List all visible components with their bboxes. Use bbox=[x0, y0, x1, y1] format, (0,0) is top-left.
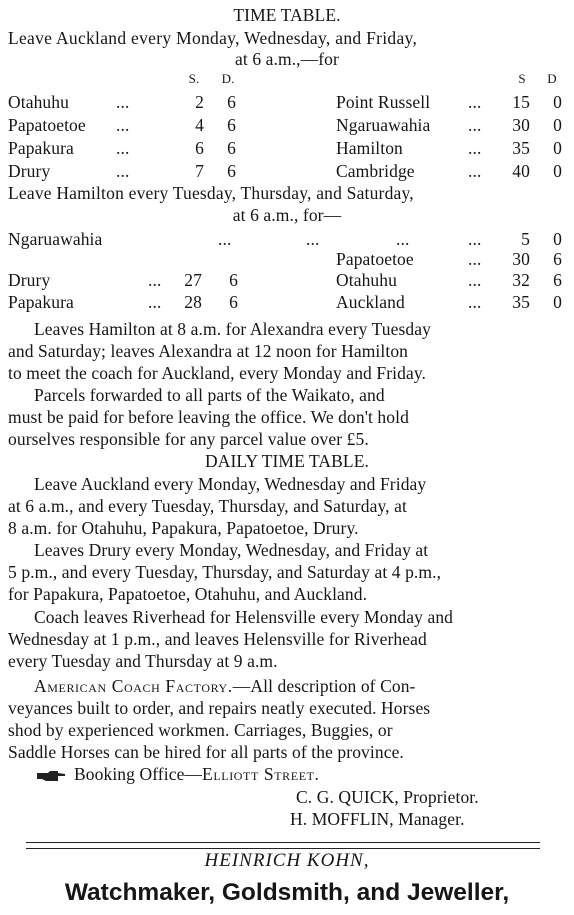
factory-paragraph-line: Saddle Horses can be hired for all parts of the province. bbox=[8, 742, 404, 762]
factory-paragraph-line bbox=[8, 675, 566, 697]
fare-row bbox=[8, 248, 566, 270]
fare-pence: 6 bbox=[227, 92, 236, 112]
fare-place: Drury bbox=[8, 161, 51, 181]
booking-label: Booking Office— bbox=[74, 764, 203, 784]
factory-paragraph-line: shod by experienced workmen. Carriages, Buggies, or bbox=[8, 720, 393, 740]
daily-paragraph-line: every Tuesday and Thursday at 9 a.m. bbox=[8, 651, 278, 671]
alexandra-paragraph-line: to meet the coach for Auckland, every Monday and Friday. bbox=[8, 363, 427, 383]
pence-header-2: D bbox=[547, 71, 557, 86]
daily-timetable-title: DAILY TIME TABLE. bbox=[205, 451, 369, 471]
alexandra-paragraph-line: and Saturday; leaves Alexandra at 12 noon for Hamilton bbox=[8, 341, 409, 361]
fare-pence: 6 bbox=[553, 249, 562, 269]
fare-pence: 0 bbox=[553, 292, 562, 312]
leader-dots: ... bbox=[148, 270, 162, 290]
fare-shillings: 15 bbox=[512, 92, 530, 112]
booking-office-line bbox=[36, 763, 566, 785]
fare-pence: 0 bbox=[553, 161, 562, 181]
fare-place: Ngaruawahia bbox=[8, 229, 103, 249]
fare-shillings: 30 bbox=[512, 115, 530, 135]
fare-shillings: 7 bbox=[195, 161, 204, 181]
daily-paragraph-line: 5 p.m., and every Tuesday, Thursday, and Saturday at 4 p.m., bbox=[8, 562, 442, 582]
fare-pence: 6 bbox=[227, 115, 236, 135]
leader-dots: ... bbox=[468, 115, 482, 135]
fare-row bbox=[8, 269, 566, 291]
fare-place: Otahuhu bbox=[8, 92, 69, 112]
fare-pence: 6 bbox=[229, 292, 238, 312]
booking-street: Elliott Street. bbox=[202, 764, 320, 784]
fare-place: Papakura bbox=[8, 138, 74, 158]
fare-shillings: 35 bbox=[512, 292, 530, 312]
fare-shillings: 2 bbox=[195, 92, 204, 112]
fare-row bbox=[8, 137, 566, 159]
fare-shillings: 32 bbox=[512, 270, 530, 290]
fare-row bbox=[8, 91, 566, 113]
fare-pence: 6 bbox=[227, 161, 236, 181]
parcels-paragraph-line: ourselves responsible for any parcel value over £5. bbox=[8, 429, 369, 449]
daily-paragraph-line: Coach leaves Riverhead for Helensville every Monday and bbox=[34, 607, 454, 627]
section-divider bbox=[26, 842, 540, 849]
leader-dots: ... bbox=[218, 229, 232, 249]
fare-pence: 6 bbox=[227, 138, 236, 158]
fare-place: Papakura bbox=[8, 292, 74, 312]
daily-paragraph-line: Leave Auckland every Monday, Wednesday and Friday bbox=[34, 474, 427, 494]
leader-dots: ... bbox=[468, 138, 482, 158]
leader-dots: ... bbox=[116, 161, 130, 181]
daily-paragraph-line: 8 a.m. for Otahuhu, Papakura, Papatoetoe, Drury. bbox=[8, 518, 359, 538]
pence-header: D. bbox=[221, 71, 235, 86]
fare-place: Auckland bbox=[336, 292, 405, 312]
fare-place: Hamilton bbox=[336, 138, 403, 158]
fare-shillings: 5 bbox=[521, 229, 530, 249]
fare-shillings: 6 bbox=[195, 138, 204, 158]
leader-dots: ... bbox=[116, 115, 130, 135]
fare-place: Point Russell bbox=[336, 92, 431, 112]
factory-name: American Coach Factory. bbox=[34, 676, 233, 696]
leader-dots: ... bbox=[468, 292, 482, 312]
fare-column-headers bbox=[8, 70, 566, 88]
alexandra-paragraph-line: Leaves Hamilton at 8 a.m. for Alexandra every Tuesday bbox=[34, 319, 431, 339]
fare-pence: 0 bbox=[553, 229, 562, 249]
fare-shillings: 4 bbox=[195, 115, 204, 135]
fare-place: Cambridge bbox=[336, 161, 415, 181]
fare-place: Drury bbox=[8, 270, 51, 290]
fare-shillings: 35 bbox=[512, 138, 530, 158]
shillings-header-2: S bbox=[518, 71, 526, 86]
fare-shillings: 40 bbox=[512, 161, 530, 181]
parcels-paragraph-line: must be paid for before leaving the office. We don't hold bbox=[8, 407, 409, 427]
auckland-departure-line: Leave Auckland every Monday, Wednesday, and Friday, bbox=[8, 28, 418, 48]
fare-place: Papatoetoe bbox=[336, 249, 414, 269]
factory-text: —All description of Con- bbox=[232, 676, 416, 696]
leader-dots: ... bbox=[396, 229, 410, 249]
daily-paragraph-line: for Papakura, Papatoetoe, Otahuhu, and Auckland. bbox=[8, 584, 368, 604]
fare-pence: 0 bbox=[553, 138, 562, 158]
leader-dots: ... bbox=[468, 229, 482, 249]
fare-shillings: 28 bbox=[184, 292, 202, 312]
hamilton-departure-time: at 6 a.m., for— bbox=[232, 205, 342, 225]
advert-trade: Watchmaker, Goldsmith, and Jeweller, bbox=[64, 879, 510, 906]
timetable-title: TIME TABLE. bbox=[233, 5, 341, 25]
daily-paragraph-line: Wednesday at 1 p.m., and leaves Helensville for Riverhead bbox=[8, 629, 427, 649]
leader-dots: ... bbox=[468, 249, 482, 269]
leader-dots: ... bbox=[306, 229, 320, 249]
auckland-departure-time: at 6 a.m.,—for bbox=[235, 49, 339, 69]
fare-pence: 6 bbox=[229, 270, 238, 290]
pointing-hand-icon bbox=[36, 768, 66, 784]
leader-dots: ... bbox=[116, 92, 130, 112]
leader-dots: ... bbox=[148, 292, 162, 312]
fare-row bbox=[8, 114, 566, 136]
fare-shillings: 30 bbox=[512, 249, 530, 269]
fare-pence: 0 bbox=[553, 115, 562, 135]
fare-pence: 0 bbox=[553, 92, 562, 112]
leader-dots: ... bbox=[468, 92, 482, 112]
daily-paragraph-line: at 6 a.m., and every Tuesday, Thursday, and Saturday, at bbox=[8, 496, 407, 516]
leader-dots: ... bbox=[116, 138, 130, 158]
fare-shillings: 27 bbox=[184, 270, 202, 290]
daily-paragraph-line: Leaves Drury every Monday, Wednesday, and Friday at bbox=[34, 540, 429, 560]
fare-place: Papatoetoe bbox=[8, 115, 86, 135]
proprietor-signature: C. G. QUICK, Proprietor. bbox=[296, 787, 479, 807]
parcels-paragraph-line: Parcels forwarded to all parts of the Waikato, and bbox=[34, 385, 385, 405]
fare-pence: 6 bbox=[553, 270, 562, 290]
shillings-header: S. bbox=[188, 71, 200, 86]
fare-row bbox=[8, 228, 566, 250]
hamilton-departure-line: Leave Hamilton every Tuesday, Thursday, and Saturday, bbox=[8, 183, 414, 203]
leader-dots: ... bbox=[468, 270, 482, 290]
manager-signature: H. MOFFLIN, Manager. bbox=[290, 809, 465, 829]
advert-name: HEINRICH KOHN, bbox=[204, 850, 370, 871]
leader-dots: ... bbox=[468, 161, 482, 181]
fare-row bbox=[8, 160, 566, 182]
fare-row bbox=[8, 291, 566, 313]
fare-place: Ngaruawahia bbox=[336, 115, 431, 135]
factory-paragraph-line: veyances built to order, and repairs neatly executed. Horses bbox=[8, 698, 431, 718]
fare-place: Otahuhu bbox=[336, 270, 397, 290]
